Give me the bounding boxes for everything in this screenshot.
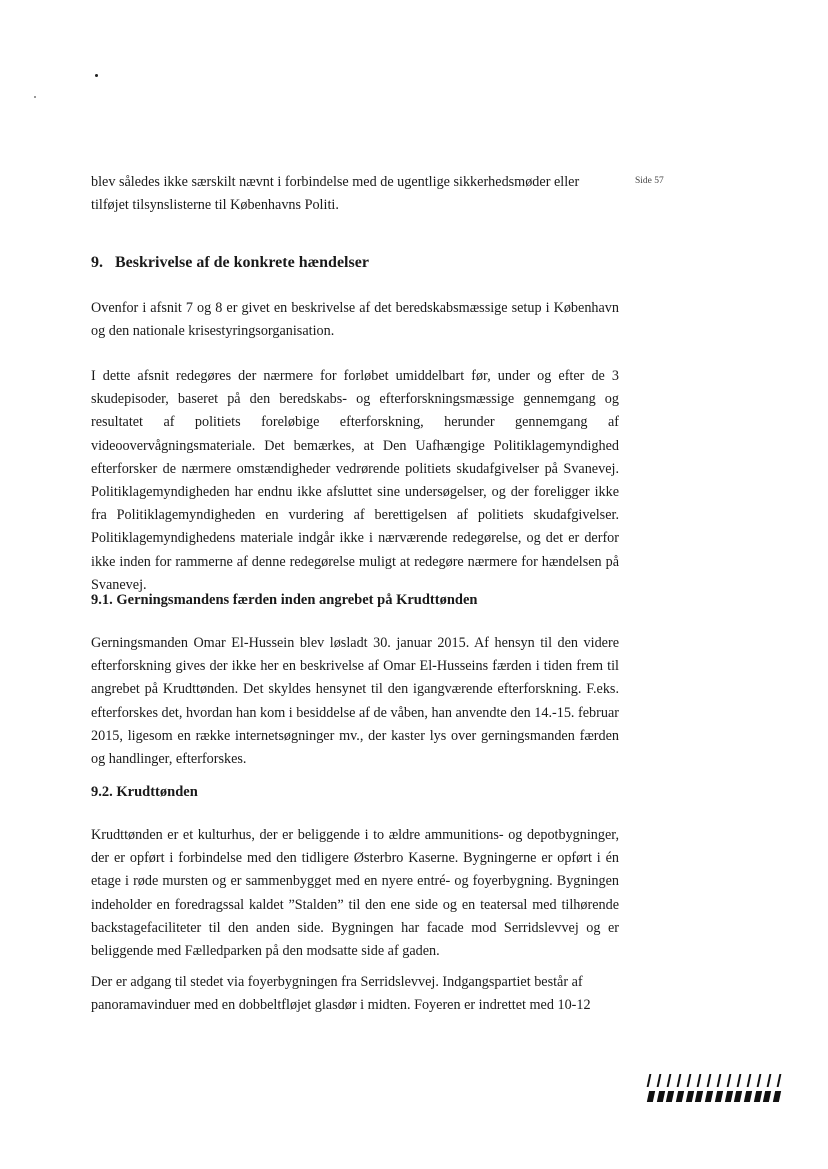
barcode-stroke <box>734 1091 742 1102</box>
barcode-stroke <box>757 1074 762 1087</box>
barcode-stroke <box>647 1074 652 1087</box>
barcode-stroke <box>697 1074 702 1087</box>
scan-speck <box>95 74 98 77</box>
barcode-stroke <box>773 1091 781 1102</box>
barcode-stroke <box>695 1091 703 1102</box>
section-9-2-paragraph-1: Krudttønden er et kulturhus, der er beliggende i to ældre ammunitions- og depotbygninger, der er opført i forbindelse med den tidligere Østerbro Kaserne. Bygningerne er opført i én etage i røde mursten og er sammenbygget med en nyere entré- og foyerbygning. Bygningen indeholder en foredragssal kaldet ”Stalden” til den ene side og en teatersal med tilhørende backstagefaciliteter til den anden side. Bygningen har facade mod Serridslevvej og er beliggende med Fælledparken på den modsatte side af gaden. <box>91 827 619 960</box>
barcode-stroke <box>686 1091 694 1102</box>
barcode-stroke <box>747 1074 752 1087</box>
barcode-stroke <box>657 1091 665 1102</box>
barcode-stroke <box>707 1074 712 1087</box>
section-9-2-heading: 9.2. Krudttønden <box>91 784 198 800</box>
barcode-stroke <box>666 1091 674 1102</box>
text-line: blev således ikke særskilt nævnt i forbindelse med de ugentlige sikkerhedsmøder eller <box>91 174 580 190</box>
barcode-mark <box>648 1074 780 1102</box>
barcode-stroke <box>753 1091 761 1102</box>
page-number-label: Side 57 <box>635 176 664 186</box>
barcode-stroke <box>724 1091 732 1102</box>
barcode-stroke <box>715 1091 723 1102</box>
section-9-paragraph-1: Ovenfor i afsnit 7 og 8 er givet en beskrivelse af det beredskabsmæssige setup i København og den nationale krisestyringsorganisation. <box>91 300 619 340</box>
barcode-row-thick <box>648 1091 780 1102</box>
barcode-row-thin <box>648 1074 780 1087</box>
section-9-1-heading: 9.1. Gerningsmandens færden inden angrebet på Krudttønden <box>91 592 478 608</box>
scan-speck <box>34 96 36 98</box>
barcode-stroke <box>687 1074 692 1087</box>
barcode-stroke <box>676 1091 684 1102</box>
barcode-stroke <box>667 1074 672 1087</box>
barcode-stroke <box>737 1074 742 1087</box>
barcode-stroke <box>767 1074 772 1087</box>
barcode-stroke <box>777 1074 782 1087</box>
barcode-stroke <box>717 1074 722 1087</box>
barcode-stroke <box>677 1074 682 1087</box>
barcode-stroke <box>744 1091 752 1102</box>
carry-over-text <box>91 171 579 217</box>
text-line: panoramavinduer med en dobbeltfløjet glasdør i midten. Foyeren er indrettet med 10-12 <box>91 997 591 1014</box>
text-line: Der er adgang til stedet via foyerbygningen fra Serridslevvej. Indgangspartiet består af <box>91 974 583 990</box>
section-9-paragraph-2: I dette afsnit redegøres der nærmere for forløbet umiddelbart før, under og efter de 3 skudepisoder, baseret på den beredskabs- og efterforskningsmæssige gennemgang og resultatet af politiets foreløbige efterforskning, herunder gennemgang af videoovervågningsmateriale. Det bemærkes, at Den Uafhængige Politiklagemyndighed efterforsker de nærmere omstændigheder vedrørende politiets skudafgivelser på Svanevej. Politiklagemyndigheden har endnu ikke afsluttet sine undersøgelser, og der foreligger ikke fra Politiklagemyndigheden en vurdering af berettigelsen af politiets skudafgivelser. Politiklagemyndighedens materiale indgår ikke i nærværende redegørelse, og det er derfor ikke inden for rammerne af denne redegørelse muligt at redegøre nærmere for hændelsen på Svanevej. <box>91 368 619 593</box>
section-9-2-paragraph-2 <box>91 971 591 1017</box>
barcode-stroke <box>647 1091 655 1102</box>
barcode-stroke <box>763 1091 771 1102</box>
text-line: tilføjet tilsynslisterne til Københavns Politi. <box>91 197 339 214</box>
section-9-1-paragraph: Gerningsmanden Omar El-Hussein blev løsladt 30. januar 2015. Af hensyn til den videre efterforskning gives der ikke her en beskrivelse af Omar El-Husseins færden i tiden frem til angrebet på Krudttønden. Det skyldes hensynet til den igangværende efterforskning. F.eks. efterforskes det, hvordan han kom i besiddelse af de våben, han anvendte den 14.-15. februar 2015, ligesom en række internetsøgninger mv., der kaster lys over gerningsmanden færden og handlinger, efterforskes. <box>91 635 619 768</box>
barcode-stroke <box>705 1091 713 1102</box>
barcode-stroke <box>727 1074 732 1087</box>
barcode-stroke <box>657 1074 662 1087</box>
section-9-heading: 9. Beskrivelse af de konkrete hændelser <box>91 254 369 271</box>
